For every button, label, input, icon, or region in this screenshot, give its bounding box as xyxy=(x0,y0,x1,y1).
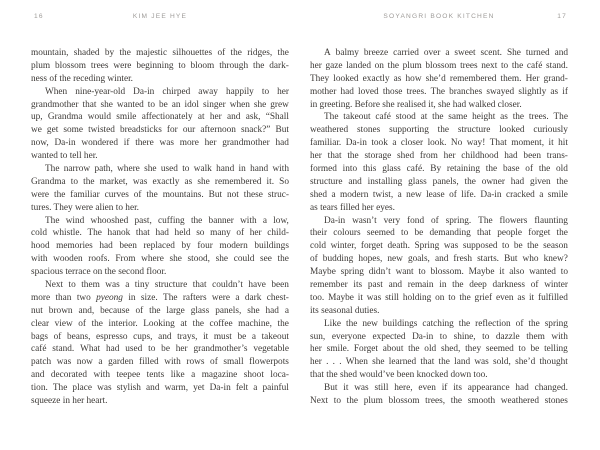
text-line: Grandma to the market, was exactly as she remembered it. So xyxy=(31,176,289,187)
text-line: and decorated with teepee tents like a magazine shoot loca- xyxy=(31,370,289,381)
text-line: Maybe spring didn’t want to blossom. Maybe it also wanted to xyxy=(310,267,568,278)
text-line: her that the storage shed from her childhood had been trans- xyxy=(310,151,568,162)
text-line: now, Da-in wondered if there was more her grandmother had xyxy=(31,138,289,149)
text-line: shed a modern twist, a new lease of life. Da-in cracked a smile xyxy=(310,189,568,200)
text-line: more than two pyeong in size. The rafters were a dark chest- xyxy=(31,292,289,303)
page-number: 16 xyxy=(34,13,44,20)
text-line: familiar. Da-in took a closer look. No way! That moment, it hit xyxy=(310,138,568,149)
text-line: squeeze in her heart. xyxy=(31,396,108,407)
text-line: her gaze landed on the plum blossom trees next to the café stand. xyxy=(310,60,568,71)
text-line: their colours seemed to be demanding that people forget the xyxy=(310,228,568,239)
text-line: The narrow path, where she used to walk hand in hand with xyxy=(45,164,289,175)
book-page-left xyxy=(31,0,289,450)
text-line: patch was now a garden filled with rows of small flowerpots xyxy=(31,357,289,368)
text-line: its seasonal duties. xyxy=(310,305,380,316)
text-line: nut brown and, because of the large glass panels, she had a xyxy=(31,305,289,316)
text-line: mountain, shaded by the majestic silhouettes of the ridges, the xyxy=(31,48,289,58)
page-number: 17 xyxy=(557,13,567,20)
running-header: SOYANGRI BOOK KITCHEN xyxy=(383,13,495,20)
text-line: were the familiar curves of the mountains. But not these struc- xyxy=(31,189,289,200)
text-line: grandmother that she wanted to be an idol singer when she grew xyxy=(31,99,289,110)
text-line: Next to the plum blossom trees, the smooth weathered stones xyxy=(310,396,568,407)
text-line: tion. The place was stylish and warm, yet Da-in felt a painful xyxy=(31,383,289,394)
text-line: with wooden roofs. From where she stood, she could see the xyxy=(31,254,289,265)
text-line: formed into this glass café. By retaining the base of the old xyxy=(310,164,568,175)
text-line: spacious terrace on the second floor. xyxy=(31,267,167,278)
text-line: her . . . When she learned that the land was sold, she’d thought xyxy=(310,357,568,368)
text-line: as tears filled her eyes. xyxy=(310,202,395,213)
text-line: hood memories had been replaced by four modern buildings xyxy=(31,241,289,252)
text-line: we get some twisted breadsticks for our afternoon snack?” But xyxy=(31,125,289,136)
text-line: structure and installing glass panels, the owner had given the xyxy=(310,176,568,187)
text-line: The takeout café stood at the same height as the trees. The xyxy=(324,112,568,123)
book-page-right xyxy=(310,0,568,450)
page-body-right xyxy=(310,47,568,408)
text-line: too. Maybe it was still holding on to the grief even as it fulfilled xyxy=(310,292,568,303)
running-header: KIM JEE HYE xyxy=(132,13,188,20)
text-line: of budding hopes, new goals, and fresh starts. But who knew? xyxy=(310,254,568,265)
text-line: her smile. Forget about the old shed, they seemed to be telling xyxy=(310,344,568,355)
text-line: wanted to tell her. xyxy=(31,151,98,162)
page-body-left xyxy=(31,47,289,408)
text-line: clear view of the interior. Looking at the coffee machine, the xyxy=(31,318,289,329)
page-header-right xyxy=(310,13,568,23)
text-line: A balmy breeze carried over a sweet scent. She turned and xyxy=(324,48,568,58)
text-line: Next to them was a tiny structure that couldn’t have been xyxy=(45,280,289,291)
text-line: ness of the receding winter. xyxy=(31,73,133,84)
text-line: tures. They were alien to her. xyxy=(31,202,139,213)
text-line: Like the new buildings catching the reflection of the spring xyxy=(324,318,568,329)
text-line: plum blossom trees were beginning to bloom through the dark- xyxy=(31,60,289,71)
text-line: cold whistle. The hanok that had held so many of her child- xyxy=(31,228,289,239)
text-line: But it was still here, even if its appearance had changed. xyxy=(324,383,568,394)
page-header-left xyxy=(31,13,289,23)
text-line: cold winter, forget death. Spring was supposed to be the season xyxy=(310,241,568,252)
text-line: café stand. What had used to be her grandmother’s vegetable xyxy=(31,344,289,355)
text-line: bags of beans, espresso cups, and trays, it must be a takeout xyxy=(31,331,289,342)
text-line: When nine-year-old Da-in chirped away happily to her xyxy=(45,86,289,97)
text-line: up, Grandma would smile affectionately at her and ask, “Shall xyxy=(31,112,289,123)
text-line: They looked exactly as how she’d remembered them. Her grand- xyxy=(310,73,568,84)
text-line: The wind whooshed past, cuffing the banner with a low, xyxy=(45,215,289,226)
text-line: mother had loved those trees. The branches swayed slightly as if xyxy=(310,86,568,97)
text-line: in greeting. Before she realised it, she had walked closer. xyxy=(310,99,522,110)
text-line: weathered stones supporting the structure looked curiously xyxy=(310,125,568,136)
text-line: that the shed would’ve been knocked down too. xyxy=(310,370,488,381)
text-line: sun, everyone expected Da-in to shine, to dazzle them with xyxy=(310,331,568,342)
text-line: remember its past and remain in the deep darkness of winter xyxy=(310,280,568,291)
text-line: Da-in wasn’t very fond of spring. The flowers flaunting xyxy=(324,215,568,226)
